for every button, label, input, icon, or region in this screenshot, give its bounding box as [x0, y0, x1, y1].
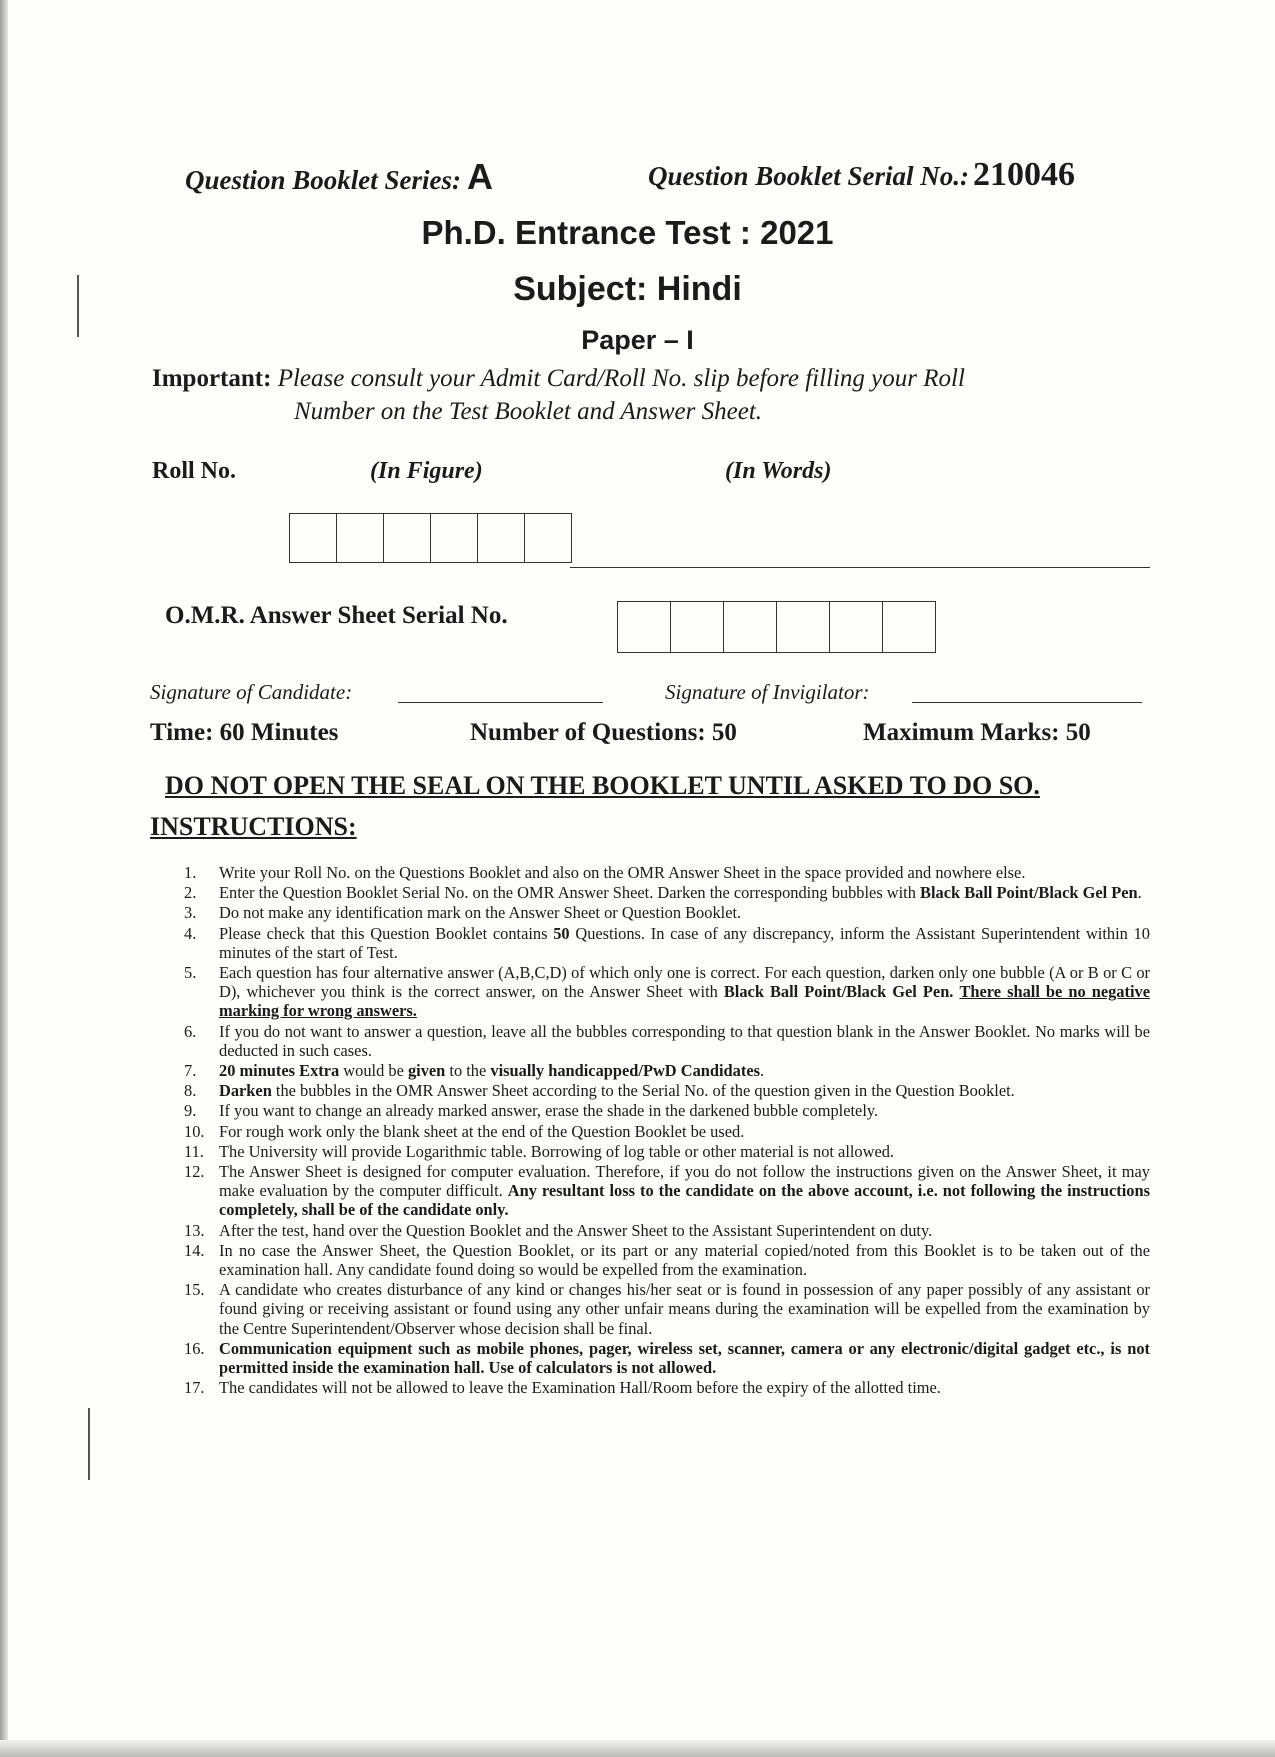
instruction-item	[170, 1221, 1150, 1240]
instruction-text-part: Questions. In case of any discrepancy, inform the Assistant Superintendent within 10 minutes of the start of Test.	[219, 923, 1150, 962]
instruction-text-part: given	[407, 1061, 446, 1081]
instruction-text-part: A candidate who creates disturbance of any kind or changes his/her seat or is found in possession of any paper possibly of any assistant or found giving or receiving assistant or found using any other unfair means during the examination will be expelled from the examination by the Centre Superintendent/Observer whose decision shall be final.	[219, 1280, 1150, 1338]
instruction-item	[170, 1241, 1150, 1279]
omr-digit-box[interactable]	[883, 602, 935, 652]
instruction-text-part: In no case the Answer Sheet, the Question Booklet, or its part or any material copied/noted from this Booklet is to be taken out of the examination hall. Any candidate found doing so would be expelled from the examination.	[219, 1240, 1150, 1280]
important-line-2: Number on the Test Booklet and Answer Sheet.	[294, 398, 763, 425]
instruction-item	[170, 1022, 1150, 1060]
instruction-text-part: After the test, hand over the Question Booklet and the Answer Sheet to the Assistant Superintendent on duty.	[219, 1220, 933, 1240]
instruction-number: 13.	[184, 1220, 205, 1240]
roll-digit-box[interactable]	[337, 514, 384, 562]
subject-title: Subject: Hindi	[513, 270, 742, 308]
instruction-item	[170, 1061, 1150, 1080]
booklet-serial	[648, 156, 1075, 194]
instructions-list	[170, 863, 1150, 1397]
roll-digit-box[interactable]	[525, 514, 571, 562]
roll-no-label: Roll No.	[152, 458, 236, 484]
instruction-text	[219, 863, 1150, 882]
instruction-text	[219, 1142, 1150, 1161]
instruction-item	[170, 1101, 1150, 1120]
time-limit: Time: 60 Minutes	[150, 719, 339, 746]
instruction-text	[219, 1061, 1150, 1080]
serial-value: 210046	[973, 156, 1076, 193]
instruction-text-part: would be	[339, 1061, 408, 1081]
instruction-text	[219, 903, 1150, 922]
booklet-series	[185, 156, 493, 198]
instruction-item	[170, 903, 1150, 922]
instruction-number: 17.	[184, 1378, 205, 1398]
important-note	[152, 362, 1152, 428]
number-of-questions: Number of Questions: 50	[470, 719, 737, 746]
instruction-text-part: Enter the Question Booklet Serial No. on the OMR Answer Sheet. Darken the corresponding bubbles with	[219, 883, 921, 903]
instruction-text	[219, 1339, 1150, 1377]
instruction-text-part: .	[1137, 883, 1142, 903]
instruction-text-part: 50	[553, 923, 570, 943]
omr-digit-box[interactable]	[671, 602, 724, 652]
instruction-number: 6.	[184, 1021, 197, 1041]
instruction-number: 2.	[184, 883, 197, 903]
maximum-marks: Maximum Marks: 50	[863, 719, 1091, 746]
instruction-number: 12.	[184, 1162, 205, 1182]
instruction-text	[219, 1241, 1150, 1279]
paper-title: Paper – I	[581, 325, 694, 355]
instruction-text-part: Please check that this Question Booklet contains	[219, 923, 554, 943]
instruction-text	[219, 883, 1150, 902]
roll-digit-box[interactable]	[384, 514, 431, 562]
instruction-item	[170, 1122, 1150, 1141]
invigilator-signature-line[interactable]	[912, 702, 1142, 703]
instruction-text-part: Write your Roll No. on the Questions Booklet and also on the OMR Answer Sheet in the space provided and nowhere else.	[219, 863, 1026, 882]
instruction-number: 14.	[184, 1240, 205, 1260]
seal-warning: DO NOT OPEN THE SEAL ON THE BOOKLET UNTIL ASKED TO DO SO.	[165, 771, 1040, 800]
instruction-text	[219, 1101, 1150, 1120]
scan-edge-left	[0, 0, 8, 1757]
instruction-text-part: Do not make any identification mark on the Answer Sheet or Question Booklet.	[219, 903, 742, 923]
instruction-number: 8.	[184, 1081, 197, 1101]
instruction-item	[170, 1339, 1150, 1377]
omr-digit-box[interactable]	[618, 602, 671, 652]
instruction-text-part: the bubbles in the OMR Answer Sheet according to the Serial No. of the question given in the Question Booklet.	[271, 1081, 1015, 1101]
instruction-text-part: For rough work only the blank sheet at the end of the Question Booklet be used.	[219, 1121, 745, 1141]
instruction-text	[219, 1280, 1150, 1338]
series-label: Question Booklet Series:	[185, 165, 462, 195]
roll-in-words-line[interactable]	[570, 567, 1150, 568]
instruction-number: 11.	[184, 1141, 204, 1161]
series-value: A	[467, 156, 494, 197]
instruction-item	[170, 1280, 1150, 1338]
instruction-item	[170, 883, 1150, 902]
instruction-text	[219, 1122, 1150, 1141]
serial-label: Question Booklet Serial No.:	[648, 161, 970, 191]
omr-digit-box[interactable]	[777, 602, 830, 652]
roll-digit-box[interactable]	[290, 514, 337, 562]
booklet-series-row	[185, 156, 1135, 200]
instruction-text	[219, 963, 1150, 1021]
instruction-number: 7.	[184, 1061, 197, 1081]
instruction-number: 9.	[184, 1101, 197, 1121]
instruction-number: 5.	[184, 963, 197, 983]
instruction-text-part: Black Ball Point/Black Gel Pen	[920, 883, 1138, 903]
omr-digit-box[interactable]	[830, 602, 883, 652]
instruction-text	[219, 1022, 1150, 1060]
instruction-item	[170, 1162, 1150, 1220]
roll-number-boxes[interactable]	[289, 513, 572, 563]
instruction-text	[219, 1378, 1150, 1397]
important-label: Important:	[152, 365, 272, 392]
omr-digit-box[interactable]	[724, 602, 777, 652]
instruction-text-part: Communication equipment such as mobile phones, pager, wireless set, scanner, camera or any electronic/digital gadget etc., is not permitted inside the examination hall. Use of calculators is not allowed.	[219, 1338, 1150, 1378]
instruction-text	[219, 1221, 1150, 1240]
roll-in-words-label: (In Words)	[725, 458, 832, 484]
instruction-number: 3.	[184, 903, 197, 923]
important-line-1: Please consult your Admit Card/Roll No. slip before filling your Roll	[277, 365, 965, 392]
instruction-text-part: The Answer Sheet is designed for computer evaluation. Therefore, if you do not follow the instructions given on the Answer Sheet, it may make evaluation by the computer difficult.	[219, 1162, 1150, 1201]
roll-in-figure-label: (In Figure)	[370, 458, 483, 484]
omr-serial-boxes[interactable]	[617, 601, 936, 653]
instruction-text-part: .	[759, 1061, 765, 1081]
instruction-number: 10.	[184, 1121, 205, 1141]
instruction-text-part: If you want to change an already marked answer, erase the shade in the darkened bubble completely.	[219, 1101, 879, 1121]
instruction-text-part: There shall be no negative marking for wrong answers.	[219, 982, 1150, 1021]
candidate-signature-label: Signature of Candidate:	[150, 680, 353, 704]
scan-edge-bottom	[0, 1740, 1275, 1757]
instruction-number: 16.	[184, 1338, 205, 1358]
candidate-signature-line[interactable]	[398, 702, 603, 703]
instructions-heading: INSTRUCTIONS:	[150, 812, 357, 841]
instruction-text	[219, 924, 1150, 962]
instruction-text-part: Darken	[219, 1081, 272, 1101]
exam-title: Ph.D. Entrance Test : 2021	[421, 214, 834, 251]
instruction-number: 1.	[184, 863, 197, 882]
instruction-item	[170, 1081, 1150, 1100]
instruction-text-part: The University will provide Logarithmic table. Borrowing of log table or other material is not allowed.	[219, 1141, 895, 1161]
instruction-text	[219, 1081, 1150, 1100]
instruction-item	[170, 1378, 1150, 1397]
instruction-item	[170, 1142, 1150, 1161]
instruction-number: 4.	[184, 923, 197, 943]
omr-serial-label: O.M.R. Answer Sheet Serial No.	[165, 602, 508, 629]
instruction-number: 15.	[184, 1280, 205, 1300]
instruction-text-part: The candidates will not be allowed to leave the Examination Hall/Room before the expiry of the allotted time.	[219, 1378, 941, 1398]
instruction-text-part: If you do not want to answer a question, leave all the bubbles corresponding to that question blank in the Answer Booklet. No marks will be deducted in such cases.	[219, 1021, 1150, 1060]
scan-mark-bottom	[88, 1408, 90, 1480]
instruction-text-part: 20 minutes Extra	[219, 1061, 340, 1081]
instruction-text-part: to the	[445, 1061, 491, 1081]
roll-digit-box[interactable]	[478, 514, 525, 562]
instruction-item	[170, 963, 1150, 1021]
instruction-text-part: Any resultant loss to the candidate on the above account, i.e. not following the instructions completely, shall be of the candidate only.	[219, 1181, 1150, 1220]
instruction-item	[170, 924, 1150, 962]
invigilator-signature-label: Signature of Invigilator:	[665, 680, 870, 704]
instruction-item	[170, 863, 1150, 882]
roll-digit-box[interactable]	[431, 514, 478, 562]
instruction-text-part: Black Ball Point/Black Gel Pen.	[723, 982, 954, 1002]
instruction-text-part: visually handicapped/PwD Candidates	[490, 1061, 760, 1081]
instruction-text	[219, 1162, 1150, 1220]
instruction-text-part: Each question has four alternative answer (A,B,C,D) of which only one is correct. For each question, darken only one bubble (A or B or C or D), whichever you think is the correct answer, on the Answer Sheet with	[219, 963, 1150, 1002]
